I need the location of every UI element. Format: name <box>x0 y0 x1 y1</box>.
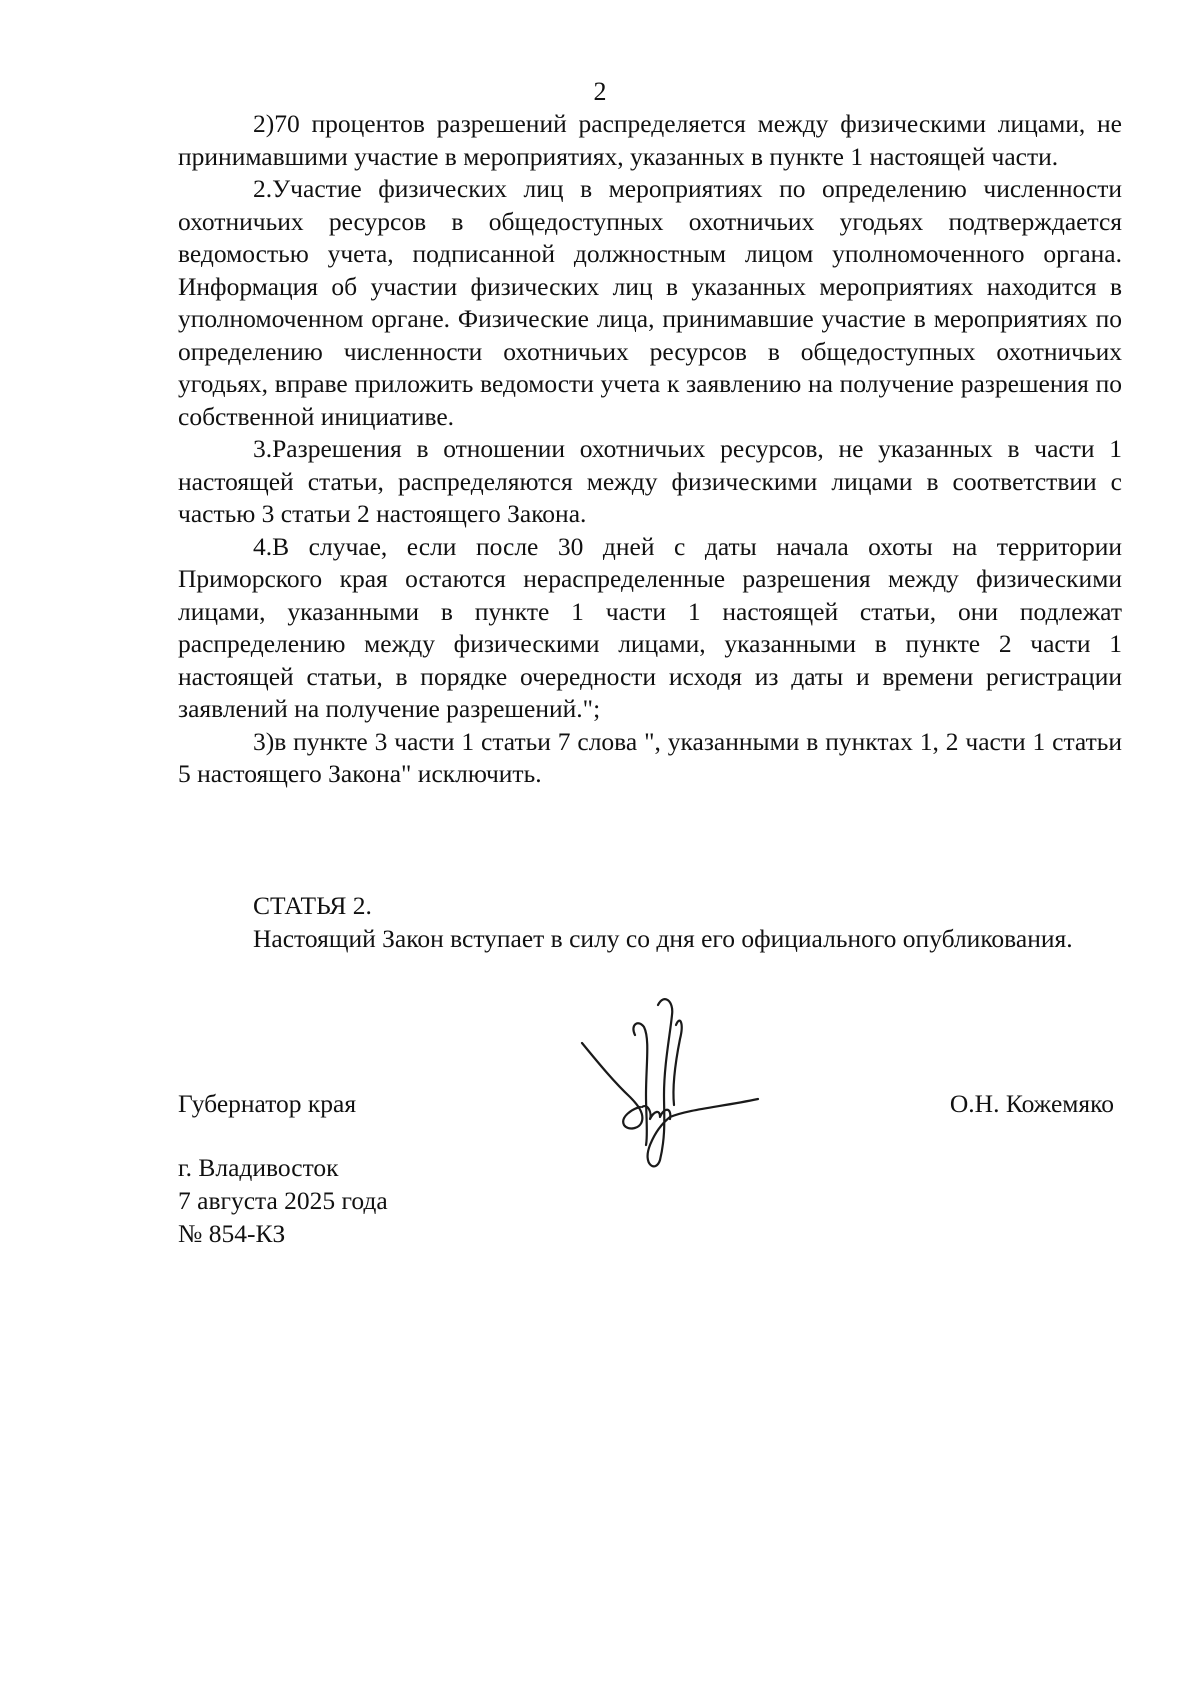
governor-name: О.Н. Кожемяко <box>949 1089 1114 1118</box>
article-heading: СТАТЬЯ 2. <box>253 891 372 920</box>
paragraph-part-3: 3.Разрешения в отношении охотничьих ресурсов, не указанных в части 1 настоящей статьи, распределяются между физическими лицами в соответствии с частью 3 статьи 2 настоящего Закона. <box>178 434 1122 528</box>
governor-title: Губернатор края <box>178 1089 357 1118</box>
law-number: № 854-КЗ <box>178 1219 286 1248</box>
signing-city: г. Владивосток <box>178 1153 339 1182</box>
paragraph-subitem-2: 2)70 процентов разрешений распределяется между физическими лицами, не принимавшими участие в мероприятиях, указанных в пункте 1 настоящей части. <box>178 109 1122 171</box>
article-2 <box>178 890 1122 955</box>
article-text: Настоящий Закон вступает в силу со дня его официального опубликования. <box>253 923 1073 953</box>
signing-details <box>178 1151 388 1250</box>
paragraph-part-2: 2.Участие физических лиц в мероприятиях по определению численности охотничьих ресурсов в общедоступных охотничьих угодьях подтверждается ведомостью учета, подписанной должностным лицом уполномоченного органа. Информация об участии физических лиц в указанных мероприятиях находится в уполномоченном органе. Физические лица, принимавшие участие в мероприятиях по определению численности охотничьих ресурсов в общедоступных охотничьих угодьях, вправе приложить ведомости учета к заявлению на получение разрешения по собственной инициативе. <box>178 174 1122 431</box>
signing-date: 7 августа 2025 года <box>178 1186 388 1215</box>
paragraph-item-3: 3)в пункте 3 части 1 статьи 7 слова ", указанными в пунктах 1, 2 части 1 статьи 5 настоящего Закона" исключить. <box>178 726 1122 788</box>
law-amendments <box>178 108 1122 791</box>
paragraph-part-4: 4.В случае, если после 30 дней с даты начала охоты на территории Приморского края остаются нераспределенные разрешения между физическими лицами, указанными в пункте 1 части 1 настоящей статьи, они подлежат распределению между физическими лицами, указанными в пункте 2 части 1 настоящей статьи, в порядке очередности исходя из даты и времени регистрации заявлений на получение разрешений."; <box>178 531 1122 723</box>
handwritten-signature <box>580 995 760 1170</box>
page-number: 2 <box>593 77 607 106</box>
